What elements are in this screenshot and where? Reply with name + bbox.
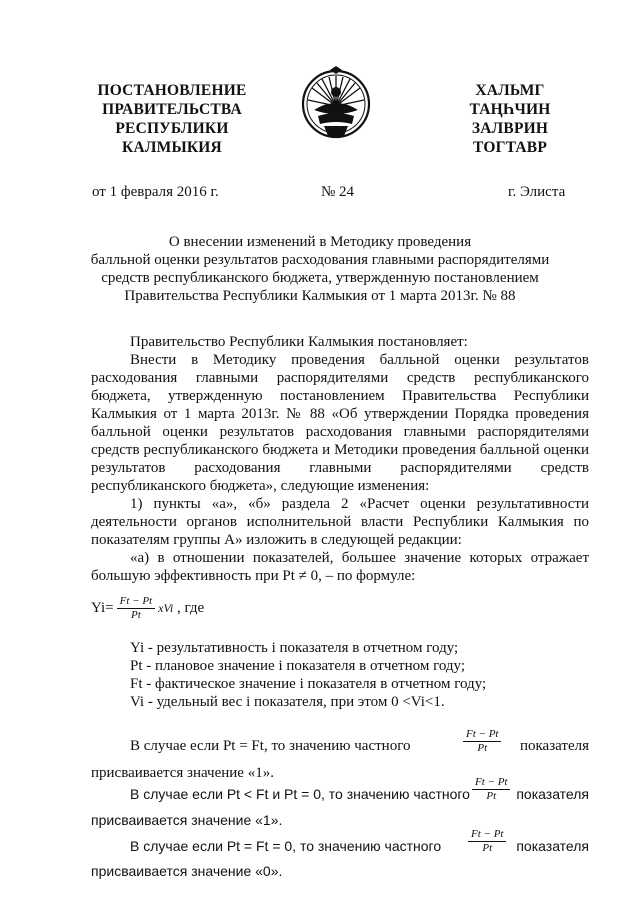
header-left-line-2: ПРАВИТЕЛЬСТВА [102,101,242,118]
title-line-4: Правительства Республики Калмыкия от 1 марта 2013г. № 88 [124,288,516,304]
header-right-block [440,81,580,157]
body-p2-line-3: бюджета, утвержденную постановлением Правительства Республики [91,388,589,404]
title-line-1: О внесении изменений в Методику проведения [168,234,472,250]
formula-numerator: Ft − Pt [117,595,155,609]
title-line-3: средств республиканского бюджета, утвержденную постановлением [101,270,539,286]
body-intro: Правительство Республики Калмыкия постановляет: [130,334,468,350]
formula-tail: , где [176,600,205,616]
header-left-line-1: ПОСТАНОВЛЕНИЕ [97,82,247,99]
definition-ft: Ft - фактическое значение i показателя в отчетном году; [130,676,487,692]
case-3-result: присваивается значение «0». [91,863,283,879]
formula-fraction [117,595,155,622]
case-3-suffix: показателя [516,838,589,854]
body-p2-line-1: Внести в Методику проведения балльной оценки результатов [130,352,589,368]
body-p3-last: показателям группы А» изложить в следующей редакции: [91,532,462,548]
emblem-icon [300,66,372,148]
definition-vi: Vi - удельный вес i показателя, при этом 0 <Vi<1. [130,694,445,710]
case-2-numerator: Ft − Pt [472,776,510,790]
case-1 [130,728,589,762]
header-right-line-4: ТОГТАВР [472,139,548,156]
case-3 [130,828,589,862]
header-left-line-4: КАЛМЫКИЯ [122,139,222,156]
header-left-line-3: РЕСПУБЛИКИ [115,120,229,137]
title-line-2: балльной оценки результатов расходования главными распорядителями [90,252,550,268]
document-title [60,233,580,305]
body-p2-last: республиканского бюджета», следующие изменения: [91,478,430,494]
definition-pt: Pt - плановое значение i показателя в отчетном году; [130,658,466,674]
document-number: № 24 [321,184,355,200]
formula-denominator: Pt [130,609,141,622]
body-p2-line-7: результатов расходования главными распорядителями средств [91,460,589,476]
case-2-result: присваивается значение «1». [91,812,283,828]
definition-yi: Yi - результативность i показателя в отчетном году; [130,640,459,656]
case-1-fraction [463,728,501,755]
case-3-text: В случае если Pt = Ft = 0, то значению частного [130,838,442,854]
header-right-line-1: ХАЛЬМГ [475,82,545,99]
document-date: от 1 февраля 2016 г. [92,184,219,200]
document-city: г. Элиста [508,184,566,200]
body-p3-line-1: 1) пункты «а», «б» раздела 2 «Расчет оценки результативности [130,496,589,512]
body-p4-last: большую эффективность при Pt ≠ 0, – по формуле: [91,568,416,584]
case-1-text: В случае если Pt = Ft, то значению частного [130,738,411,754]
body-p3-line-2: деятельности органов исполнительной власти Республики Калмыкия по [91,514,589,530]
case-1-suffix: показателя [519,738,589,754]
formula [91,592,204,624]
case-2-text: В случае если Pt < Ft и Pt = 0, то значению частного [130,786,470,802]
case-2-fraction [472,776,510,803]
body-p4-line-1: «а) в отношении показателей, большее значение которых отражает [130,550,589,566]
body-p2-line-4: Калмыкия от 1 марта 2013г. № 88 «Об утверждении Порядка проведения [91,406,589,422]
case-2-suffix: показателя [516,786,589,802]
body-p2-line-6: средств республиканского бюджета и Методики проведения балльной оценки [91,442,589,458]
case-2-denominator: Pt [486,790,497,802]
header-left-block [92,81,252,157]
header-right-line-2: ТАҢҺЧИН [469,101,551,118]
case-3-denominator: Pt [482,842,493,854]
formula-multiplier: xVi [158,601,174,615]
body-p2-line-5: балльной оценки результатов расходования главными распорядителями [91,424,589,440]
formula-lhs: Yi= [91,600,114,616]
case-1-numerator: Ft − Pt [463,728,501,742]
case-3-fraction [468,828,506,855]
case-1-denominator: Pt [477,742,488,754]
body-p2-line-2: расходования главными распорядителями средств республиканского [91,370,589,386]
case-1-result: присваивается значение «1». [91,765,274,781]
case-3-numerator: Ft − Pt [468,828,506,842]
header-right-line-3: ЗАЛВРИН [471,120,549,137]
case-2 [130,776,589,810]
